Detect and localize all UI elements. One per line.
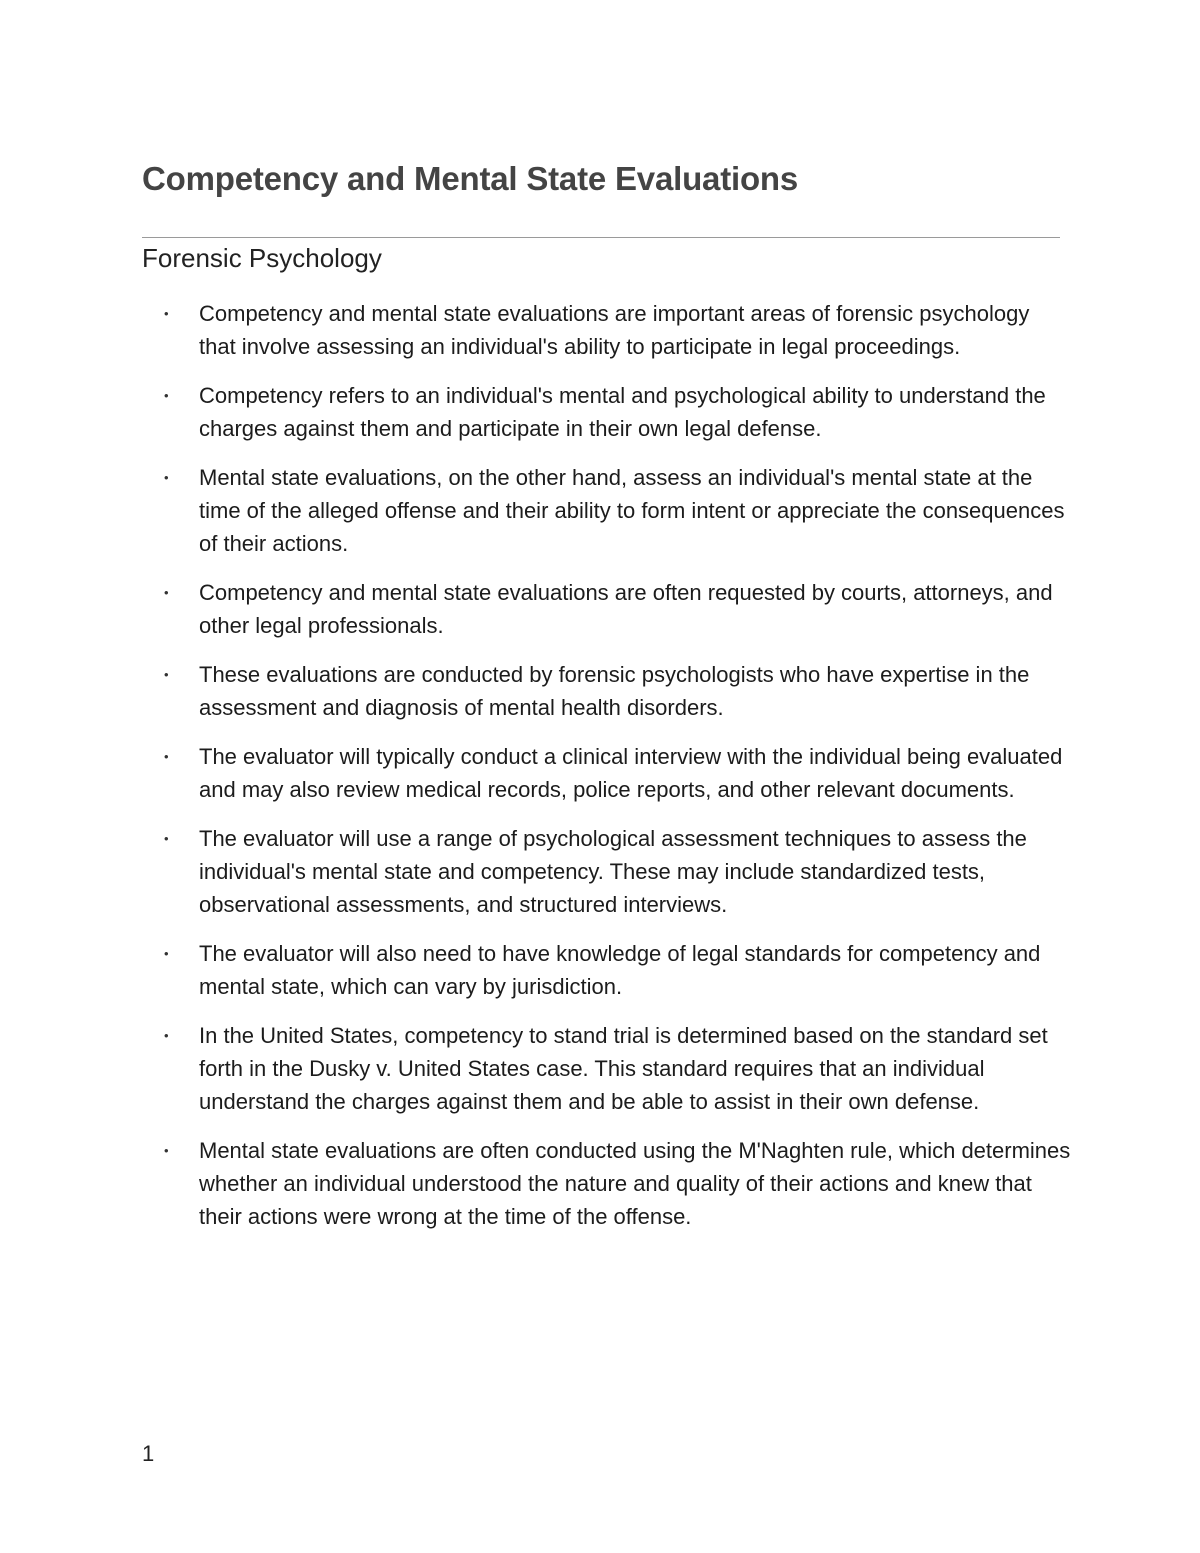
bullet-text: Competency refers to an individual's mental and psychological ability to understand the charges against them and participate in their own legal defense.	[199, 383, 1046, 441]
bullet-text: Mental state evaluations, on the other hand, assess an individual's mental state at the time of the alleged offense and their ability to form intent or appreciate the consequences of their actions.	[199, 465, 1065, 556]
bullet-list	[142, 298, 1072, 1250]
section-heading: Forensic Psychology	[142, 243, 382, 273]
bullet-icon: •	[164, 1143, 169, 1159]
bullet-text: Competency and mental state evaluations are important areas of forensic psychology that involve assessing an individual's ability to participate in legal proceedings.	[199, 301, 1030, 359]
bullet-icon: •	[164, 946, 169, 962]
bullet-text: The evaluator will typically conduct a clinical interview with the individual being evaluated and may also review medical records, police reports, and other relevant documents.	[199, 744, 1063, 803]
list-item	[142, 1135, 1072, 1233]
bullet-text: Mental state evaluations are often conducted using the M'Naghten rule, which determines whether an individual understood the nature and quality of their actions and knew that their actions were wrong at the time of the offense.	[199, 1138, 1071, 1229]
page-title: Competency and Mental State Evaluations	[142, 160, 799, 197]
bullet-icon: •	[164, 1028, 169, 1044]
bullet-icon: •	[164, 388, 169, 404]
bullet-text: The evaluator will also need to have knowledge of legal standards for competency and mental state, which can vary by jurisdiction.	[199, 941, 1041, 1000]
list-item	[142, 298, 1072, 364]
list-item	[142, 577, 1072, 643]
list-item	[142, 823, 1072, 921]
list-item	[142, 659, 1072, 725]
bullet-icon: •	[164, 306, 169, 321]
bullet-icon: •	[164, 585, 169, 601]
bullet-icon: •	[164, 470, 169, 486]
bullet-icon: •	[164, 749, 169, 765]
list-item	[142, 462, 1072, 560]
bullet-text: Competency and mental state evaluations are often requested by courts, attorneys, and other legal professionals.	[199, 580, 1053, 638]
title-divider	[142, 237, 1060, 238]
bullet-text: The evaluator will use a range of psychological assessment techniques to assess the individual's mental state and competency. These may include standardized tests, observational assessments, and structured interviews.	[199, 826, 1027, 917]
list-item	[142, 938, 1072, 1004]
list-item	[142, 1020, 1072, 1118]
list-item	[142, 741, 1072, 807]
bullet-icon: •	[164, 667, 169, 683]
bullet-text: These evaluations are conducted by forensic psychologists who have expertise in the assessment and diagnosis of mental health disorders.	[199, 662, 1030, 720]
bullet-text: In the United States, competency to stand trial is determined based on the standard set forth in the Dusky v. United States case. This standard requires that an individual understand the charges against them and be able to assist in their own defense.	[199, 1023, 1048, 1114]
list-item	[142, 380, 1072, 446]
bullet-icon: •	[164, 831, 169, 847]
page-number: 1	[142, 1441, 155, 1466]
